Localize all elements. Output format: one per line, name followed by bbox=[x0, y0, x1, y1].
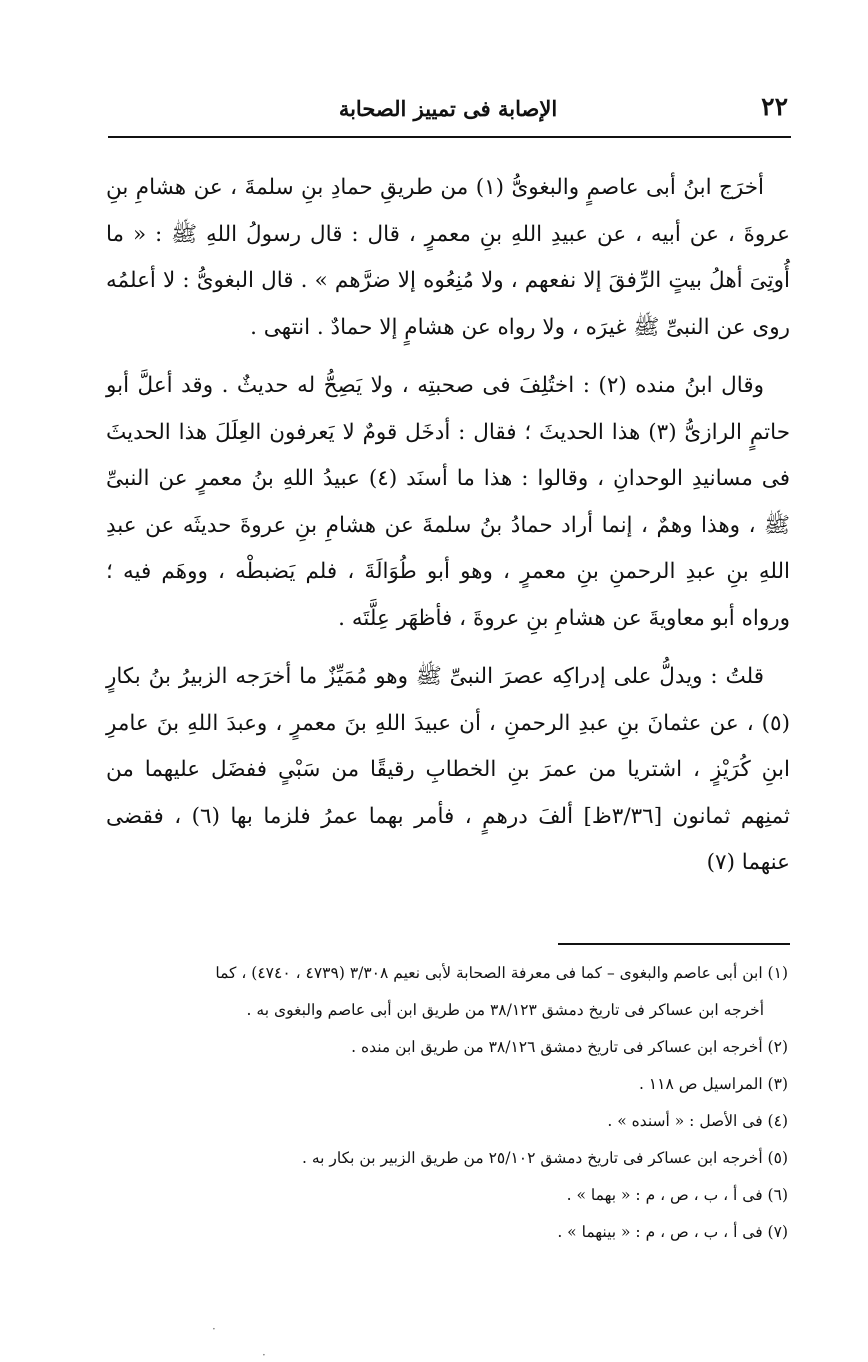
footnote-rule bbox=[558, 943, 790, 945]
footnote-7: (٧) فى أ ، ب ، ص ، م : « بينهما » . bbox=[557, 1223, 788, 1241]
footnote-5: (٥) أخرجه ابن عساكر فى تاريخ دمشق ٢٥/١٠٢ من طريق الزبير بن بكار به . bbox=[302, 1149, 788, 1167]
footnote-6: (٦) فى أ ، ب ، ص ، م : « بهما » . bbox=[566, 1186, 788, 1204]
paragraph: أخرَج ابنُ أبى عاصمٍ والبغوىُّ (١) من طريقِ حمادِ بنِ سلمةَ ، عن هشامِ بنِ عروةَ ، عن أبيه ، عن عبيدِ اللهِ بنِ معمرٍ ، قال : قال رسولُ اللهِ ﷺ : « ما أُوتِىَ أهلُ بيتٍ الرِّفقَ إلا نفعهم ، ولا مُنِعُوه إلا ضرَّهم » . قال البغوىُّ : لا أعلمُه روى عن النبىِّ ﷺ غيرَه ، ولا رواه عن هشامٍ إلا حمادٌ . انتهى . bbox=[106, 175, 790, 340]
paragraph: وقال ابنُ منده (٢) : اختُلِفَ فى صحبتِه ، ولا يَصِحُّ له حديثٌ . وقد أعلَّ أبو حاتمٍ الرازىُّ (٣) هذا الحديثَ ؛ فقال : أدخَل قومٌ لا يَعرفون العِلَلَ هذا الحديثَ فى مسانيدِ الوحدانِ ، وقالوا : هذا ما أسنَد (٤) عبيدُ اللهِ بنُ معمرٍ عن النبىِّ ﷺ ، وهذا وهمٌ ، إنما أراد حمادُ بنُ سلمةَ عن هشامِ بنِ عروةَ حديثَه عن عبدِ اللهِ بنِ عبدِ الرحمنِ بنِ معمرٍ ، وهو أبو طُوَالَةَ ، فلم يَضبطْه ، ووهَم فيه ؛ ورواه أبو معاويةَ عن هشامِ بنِ عروةَ ، فأظهَر عِلَّتَه . bbox=[106, 373, 790, 631]
main-text bbox=[106, 165, 790, 899]
footnote-4: (٤) فى الأصل : « أسنده » . bbox=[607, 1112, 788, 1130]
footnote-1-continuation: أخرجه ابن عساكر فى تاريخ دمشق ٣٨/١٢٣ من طريق ابن أبى عاصم والبغوى به . bbox=[246, 1001, 764, 1019]
scan-speck: · bbox=[262, 1348, 266, 1362]
running-title: الإصابة فى تمييز الصحابة bbox=[338, 96, 558, 121]
footnotes bbox=[108, 955, 788, 1251]
page-header bbox=[108, 92, 788, 126]
footnote-3: (٣) المراسيل ص ١١٨ . bbox=[638, 1075, 788, 1093]
footnote-1: (١) ابن أبى عاصم والبغوى – كما فى معرفة الصحابة لأبى نعيم ٣/٣٠٨ (٤٧٣٩ ، ٤٧٤٠) ، كما bbox=[215, 964, 788, 982]
header-rule bbox=[108, 136, 791, 138]
footnote-2: (٢) أخرجه ابن عساكر فى تاريخ دمشق ٣٨/١٢٦ من طريق ابن منده . bbox=[351, 1038, 788, 1056]
page-number: ٢٢ bbox=[761, 92, 788, 121]
scan-speck: · bbox=[212, 1322, 216, 1336]
paragraph: قلتُ : ويدلُّ على إدراكِه عصرَ النبىِّ ﷺ وهو مُمَيِّزٌ ما أخرَجه الزبيرُ بنُ بكارٍ (٥) ، عن عثمانَ بنِ عبدِ الرحمنِ ، أن عبيدَ اللهِ بنَ معمرٍ ، وعبدَ اللهِ بنَ عامرِ ابنِ كُرَيْزٍ ، اشتريا من عمرَ بنِ الخطابِ رقيقًا من سَبْىٍ ففضَل عليهما من ثمنِهم ثمانون [٣/٣٦ظ] ألفَ درهمٍ ، فأمر بهما عمرُ فلزما بها (٦) ، فقضى عنهما (٧) bbox=[106, 664, 790, 875]
